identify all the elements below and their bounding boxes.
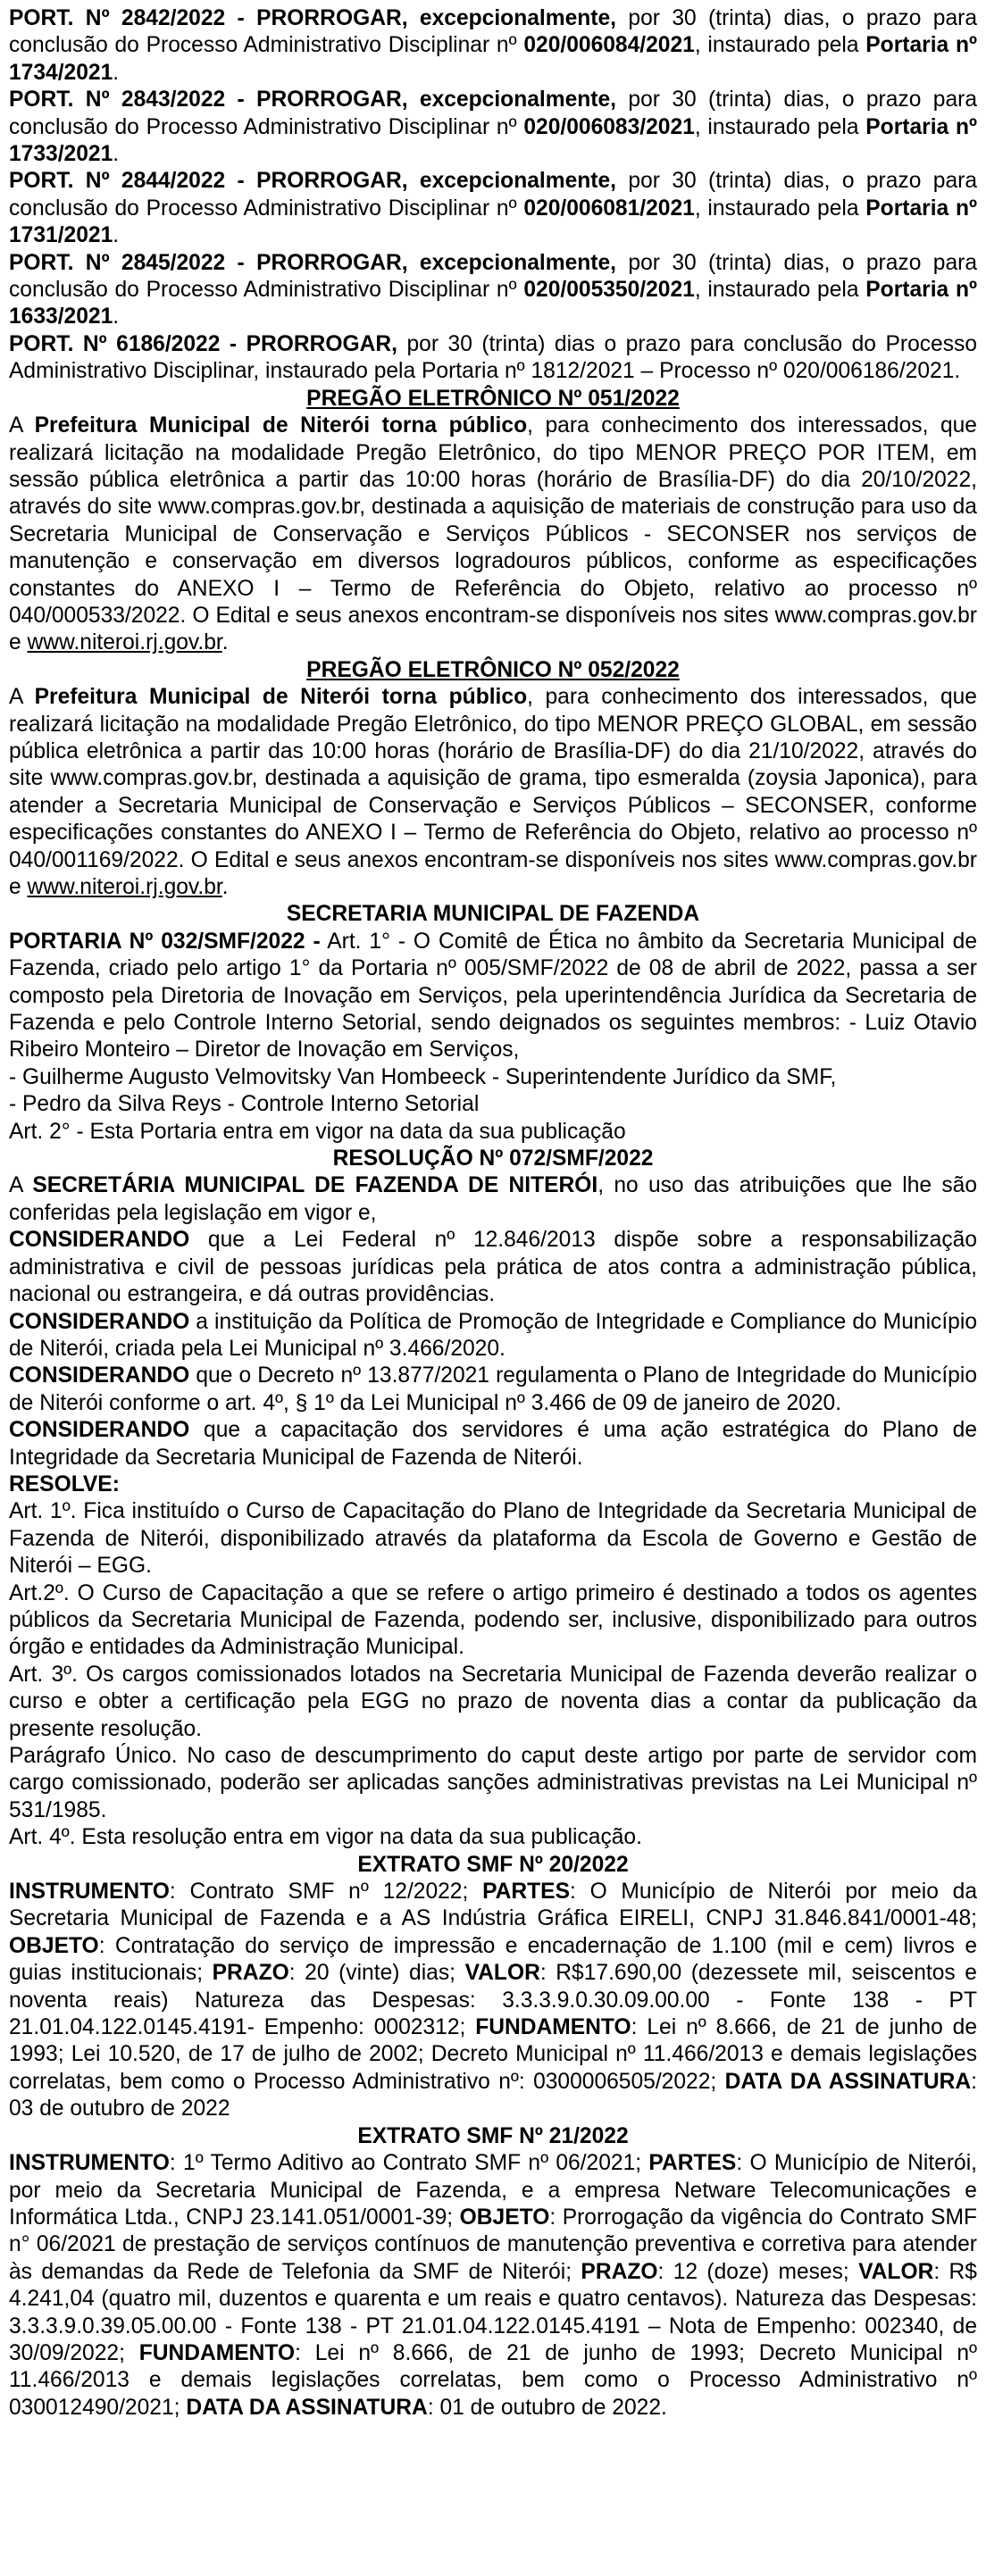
- field-label: DATA DA ASSINATURA: [724, 2069, 972, 2094]
- field-text: : O Município de Niterói por meio da Secretaria Municipal de Fazenda e a AS Indústria Gráfica EIRELI, CNPJ 31.846.841/0001-48;: [9, 1880, 977, 1931]
- pregao-052-title: PREGÃO ELETRÔNICO Nº 052/2022: [306, 657, 680, 682]
- field-text: : Contrato SMF nº 12/2022;: [169, 1880, 483, 1905]
- field-label: PARTES: [648, 2151, 737, 2176]
- portaria-6186: PORT. Nº 6186/2022 - PRORROGAR, por 30 (trinta) dias o prazo para conclusão do Processo Administrativo Disciplinar, instaurado pela Portaria nº 1812/2021 – Processo nº 020/006186/2021.: [9, 331, 977, 384]
- pregao-051-body: A Prefeitura Municipal de Niterói torna público, para conhecimento dos interessados, que realizará licitação na modalidade Pregão Eletrônico, do tipo MENOR PREÇO POR ITEM, em sessão pública eletrônica a partir das 10:00 horas (horário de Brasília-DF) do dia 20/10/2022, através do site www.compras.gov.br, destinada a aquisição de materiais de construção para uso da Secretaria Municipal de Conservação e Serviços Públicos - SECONSER nos serviços de manutenção e conservação em diversos logradouros públicos, conforme as especificações constantes do ANEXO I – Termo de Referência do Objeto, relativo ao processo nº 040/000533/2022. O Edital e seus anexos encontram-se disponíveis nos sites www.compras.gov.br e www.niteroi.rj.gov.br.: [9, 413, 977, 655]
- fazenda-heading: SECRETARIA MUNICIPAL DE FAZENDA: [286, 902, 700, 927]
- field-label: INSTRUMENTO: [9, 2151, 170, 2176]
- considerando-2: CONSIDERANDO a instituição da Política de Promoção de Integridade e Compliance do Município de Niterói, criada pela Lei Municipal nº 3.466/2020.: [9, 1309, 977, 1361]
- field-label: OBJETO: [9, 1933, 99, 1958]
- field-text: : 01 de outubro de 2022.: [427, 2395, 667, 2420]
- considerando-1: CONSIDERANDO que a Lei Federal nº 12.846/2013 dispõe sobre a responsabilização administrativa e civil de pessoas jurídicas pela prática de atos contra a administração pública, nacional ou estrangeira, e dá outras providências.: [9, 1228, 977, 1307]
- pregao-052-body: A Prefeitura Municipal de Niterói torna público, para conhecimento dos interessados, que realizará licitação na modalidade Pregão Eletrônico, do tipo MENOR PREÇO GLOBAL, em sessão pública eletrônica a partir das 10:00 horas (horário de Brasília-DF) do dia 21/10/2022, através do site www.compras.gov.br, destinada a aquisição de grama, tipo esmeralda (zoysia Japonica), para atender a Secretaria Municipal de Conservação e Serviços Públicos – SECONSER, conforme especificações constantes do ANEXO I – Termo de Referência do Objeto, relativo ao processo nº 040/001169/2022. O Edital e seus anexos encontram-se disponíveis nos sites www.compras.gov.br e www.niteroi.rj.gov.br.: [9, 685, 977, 899]
- field-text: : Prorrogação da vigência do Contrato SMF n° 06/2021 de prestação de serviços contínuos de manutenção preventiva e corretiva para atender às demandas da Rede de Telefonia da SMF de Niterói;: [9, 2205, 978, 2284]
- field-label: VALOR: [858, 2259, 934, 2284]
- resolucao-art1: Art. 1º. Fica instituído o Curso de Capacitação do Plano de Integridade da Secretaria Municipal de Fazenda de Niterói, disponibilizado através da plataforma da Escola de Governo e Gestão de Niterói – EGG.: [9, 1499, 977, 1579]
- resolucao-art4: Art. 4º. Esta resolução entra em vigor na data da sua publicação.: [9, 1825, 642, 1850]
- extrato-21-title: EXTRATO SMF Nº 21/2022: [357, 2123, 629, 2148]
- field-text: : 20 (vinte) dias;: [288, 1961, 465, 1986]
- considerando-3: CONSIDERANDO que o Decreto nº 13.877/2021 regulamenta o Plano de Integridade do Município de Niterói conforme o art. 4º, § 1º da Lei Municipal nº 3.466 de 09 de janeiro de 2020.: [9, 1363, 977, 1415]
- field-text: : Lei nº 8.666, de 21 de junho de 1993; Lei 10.520, de 17 de julho de 2002; Decreto Municipal nº 11.466/2013 e demais legislações correlatas, bem como o Processo Administrativo nº: 0300006505/2022;: [9, 2015, 977, 2094]
- field-text: : 1º Termo Aditivo ao Contrato SMF nº 06/2021;: [169, 2151, 649, 2176]
- extrato-21-body: [9, 2150, 977, 2422]
- field-text: : 03 de outubro de 2022: [9, 2069, 977, 2122]
- resolucao-intro: A SECRETÁRIA MUNICIPAL DE FAZENDA DE NITERÓI, no uso das atribuições que lhe são conferidas pela legislação em vigor e,: [9, 1173, 977, 1225]
- resolucao-art2: Art.2º. O Curso de Capacitação a que se refere o artigo primeiro é destinado a todos os agentes públicos da Secretaria Municipal de Fazenda, podendo ser, inclusive, disponibilizado para outros órgão e entidades da Administração Municipal.: [9, 1580, 977, 1660]
- field-text: : 12 (doze) meses;: [657, 2259, 859, 2284]
- portaria-2842: PORT. Nº 2842/2022 - PRORROGAR, excepcionalmente, por 30 (trinta) dias, o prazo para conclusão do Processo Administrativo Disciplinar nº 020/006084/2021, instaurado pela Portaria nº 1734/2021.: [9, 6, 977, 85]
- portaria-032: PORTARIA Nº 032/SMF/2022 - Art. 1° - O Comitê de Ética no âmbito da Secretaria Municipal de Fazenda, criado pelo artigo 1° da Portaria nº 005/SMF/2022 de 08 de abril de 2022, passa a ser composto pela Diretoria de Inovação em Serviços, pela uperintendência Jurídica da Secretaria de Fazenda e pelo Controle Interno Setorial, sendo deignados os seguintes membros: - Luiz Otavio Ribeiro Monteiro – Diretor de Inovação em Serviços,: [9, 929, 978, 1063]
- field-label: PARTES: [482, 1880, 570, 1905]
- portaria-2844: PORT. Nº 2844/2022 - PRORROGAR, excepcionalmente, por 30 (trinta) dias, o prazo para conclusão do Processo Administrativo Disciplinar nº 020/006081/2021, instaurado pela Portaria nº 1731/2021.: [9, 169, 977, 248]
- field-text: : R$17.690,00 (dezessete mil, seiscentos e noventa reais) Natureza das Despesas: 3.3.3.9.0.30.09.00.00 - Fonte 138 - PT 21.01.04.122.0145.4191- Empenho: 0002312;: [9, 1961, 977, 2040]
- considerando-4: CONSIDERANDO que a capacitação dos servidores é uma ação estratégica do Plano de Integridade da Secretaria Municipal de Fazenda de Niterói.: [9, 1418, 977, 1470]
- field-label: DATA DA ASSINATURA: [186, 2395, 428, 2420]
- extrato-20-body: [9, 1879, 977, 2123]
- niteroi-link[interactable]: www.niteroi.rj.gov.br: [27, 875, 222, 899]
- field-label: FUNDAMENTO: [475, 2015, 631, 2040]
- resolucao-paragrafo-unico: Parágrafo Único. No caso de descumprimento do caput deste artigo por parte de servidor com cargo comissionado, poderão ser aplicadas sanções administrativas previstas na Lei Municipal nº 531/1985.: [9, 1744, 977, 1822]
- field-text: : Lei nº 8.666, de 21 de junho de 1993; Decreto Municipal nº 11.466/2013 e demais legislações correlatas, bem como o Processo Administrativo nº 030012490/2021;: [9, 2340, 977, 2420]
- field-text: : R$ 4.241,04 (quatro mil, duzentos e quarenta e um reais e quatro centavos). Natureza das Despesas: 3.3.3.9.0.39.05.00.00 - Fonte 138 - PT 21.01.04.122.0145.4191 – Nota de Empenho: 002340, de 30/09/2022;: [9, 2259, 977, 2365]
- membro-pedro: - Pedro da Silva Reys - Controle Interno Setorial: [9, 1092, 480, 1117]
- field-label: OBJETO: [459, 2205, 550, 2230]
- portaria-2843: PORT. Nº 2843/2022 - PRORROGAR, excepcionalmente, por 30 (trinta) dias, o prazo para conclusão do Processo Administrativo Disciplinar nº 020/006083/2021, instaurado pela Portaria nº 1733/2021.: [9, 88, 977, 167]
- field-label: FUNDAMENTO: [138, 2340, 296, 2365]
- niteroi-link[interactable]: www.niteroi.rj.gov.br: [27, 630, 222, 655]
- field-label: INSTRUMENTO: [9, 1880, 170, 1905]
- field-label: PRAZO: [212, 1961, 289, 1986]
- field-text: : O Município de Niterói, por meio da Secretaria Municipal de Fazenda, e a empresa Netware Telecomunicações e Informática Ltda., CNPJ 23.141.051/0001-39;: [9, 2151, 978, 2230]
- pregao-051-title: PREGÃO ELETRÔNICO Nº 051/2022: [306, 386, 680, 411]
- membro-guilherme: - Guilherme Augusto Velmovitsky Van Hombeeck - Superintendente Jurídico da SMF,: [9, 1064, 837, 1089]
- resolucao-art3: Art. 3º. Os cargos comissionados lotados na Secretaria Municipal de Fazenda deverão realizar o curso e obter a certificação pela EGG no prazo de noventa dias a contar da publicação da presente resolução.: [9, 1662, 977, 1741]
- resolve-label: RESOLVE:: [9, 1471, 120, 1496]
- field-label: PRAZO: [581, 2259, 658, 2284]
- resolucao-title: RESOLUÇÃO Nº 072/SMF/2022: [332, 1146, 654, 1171]
- extrato-20-title: EXTRATO SMF Nº 20/2022: [357, 1852, 629, 1877]
- field-label: VALOR: [464, 1961, 540, 1986]
- field-text: : Contratação do serviço de impressão e encadernação de 1.100 (mil e cem) livros e guias institucionais;: [9, 1933, 977, 1986]
- portaria-032-art2: Art. 2° - Esta Portaria entra em vigor na data da sua publicação: [9, 1119, 626, 1144]
- portaria-2845: PORT. Nº 2845/2022 - PRORROGAR, excepcionalmente, por 30 (trinta) dias, o prazo para conclusão do Processo Administrativo Disciplinar nº 020/005350/2021, instaurado pela Portaria nº 1633/2021.: [9, 250, 977, 329]
